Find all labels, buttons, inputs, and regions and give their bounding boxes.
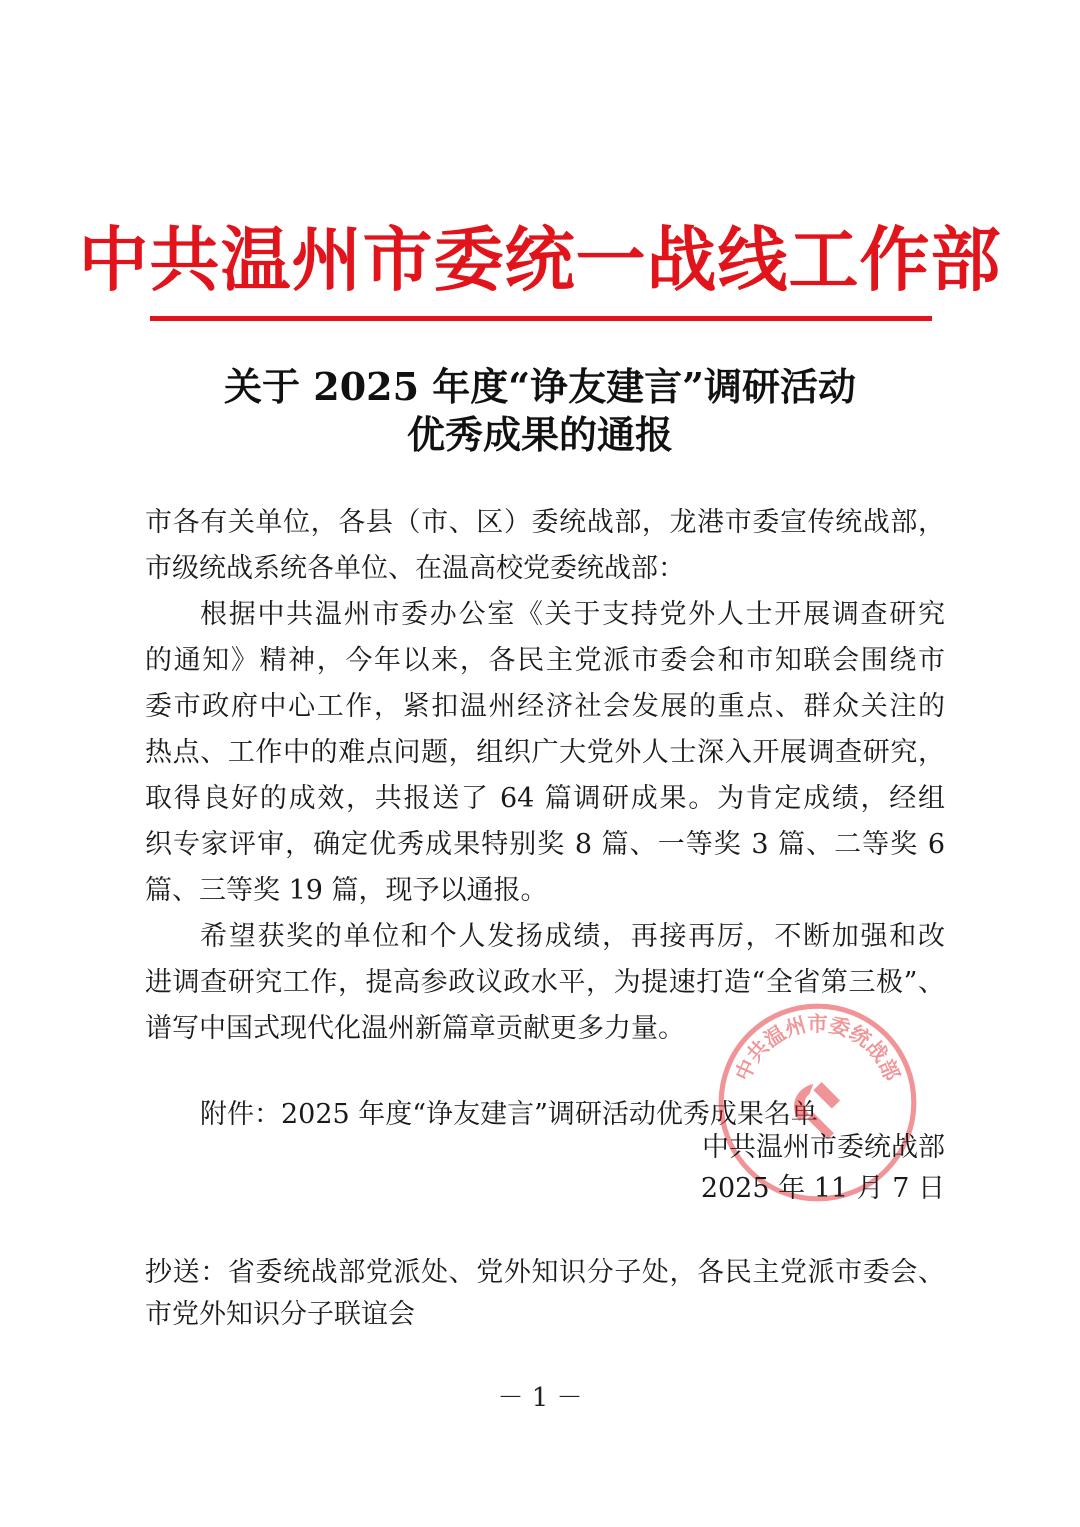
cc-line-1: 抄送：省委统战部党派处、党外知识分子处，各民主党派市委会、 [145, 1257, 945, 1288]
page-number: － 1 － [497, 1383, 583, 1413]
seal-text: 中共温州市委统战部 [730, 1011, 905, 1085]
paragraph1-line-3: 委市政府中心工作，紧扣温州经济社会发展的重点、群众关注的 [145, 691, 945, 722]
issuer-name: 中共温州市委统战部 [702, 1132, 945, 1163]
addressee-line-1: 市各有关单位，各县（市、区）委统战部，龙港市委宣传统战部， [145, 507, 945, 538]
paragraph1-line-1: 根据中共温州市委办公室《关于支持党外人士开展调查研究 [200, 599, 945, 630]
paragraph2-line-2: 进调查研究工作，提高参政议政水平，为提速打造“全省第三极”、 [145, 967, 945, 998]
paragraph1-line-6: 织专家评审，确定优秀成果特别奖 8 篇、一等奖 3 篇、二等奖 6 [145, 829, 945, 860]
paragraph1-line-5: 取得良好的成效，共报送了 64 篇调研成果。为肯定成绩，经组 [145, 783, 945, 814]
issue-date: 2025 年 11 月 7 日 [700, 1173, 945, 1204]
masthead-org-name: 中共温州市委统一战线工作部 [78, 219, 1002, 301]
addressee-line-2: 市级统战系统各单位、在温高校党委统战部： [145, 553, 685, 584]
document-title-line-2: 优秀成果的通报 [406, 412, 673, 457]
paragraph2-line-1: 希望获奖的单位和个人发扬成绩，再接再厉，不断加强和改 [200, 921, 945, 952]
paragraph2-line-3: 谱写中国式现代化温州新篇章贡献更多力量。 [145, 1013, 685, 1044]
paragraph1-line-4: 热点、工作中的难点问题，组织广大党外人士深入开展调查研究， [145, 737, 945, 768]
paragraph1-line-7: 篇、三等奖 19 篇，现予以通报。 [145, 875, 548, 906]
document-title-line-1: 关于 2025 年度“诤友建言”调研活动 [224, 364, 856, 409]
masthead-red-rule [150, 316, 932, 321]
paragraph1-line-2: 的通知》精神，今年以来，各民主党派市委会和市知联会围绕市 [145, 645, 945, 676]
cc-line-2: 市党外知识分子联谊会 [145, 1299, 415, 1330]
attachment-line: 附件：2025 年度“诤友建言”调研活动优秀成果名单 [200, 1099, 818, 1130]
